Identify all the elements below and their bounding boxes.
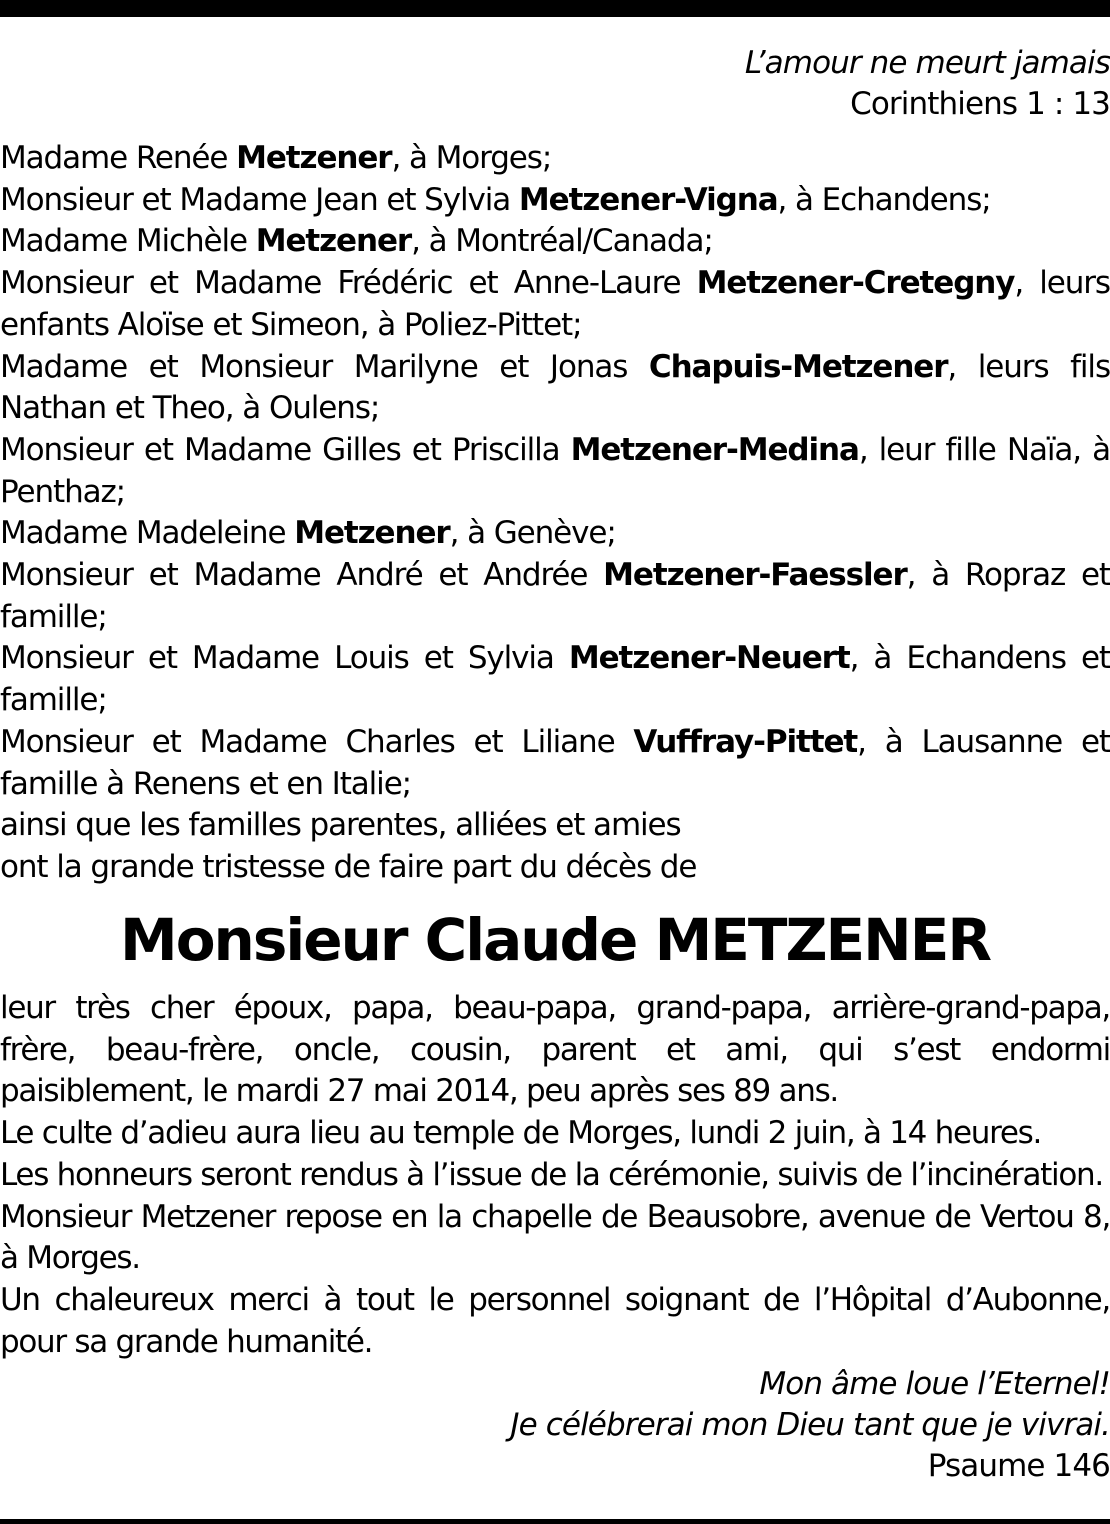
announcement-line: ont la grande tristesse de faire part du décès de [0,848,697,885]
family-entry-suffix: , leur fille Naïa, à Penthaz; [0,431,1110,510]
body-paragraph: Les honneurs seront rendus à l’issue de la cérémonie, suivis de l’incinération. [0,1156,1103,1193]
body-paragraph: Le culte d’adieu aura lieu au temple de Morges, lundi 2 juin, à 14 heures. [0,1115,1042,1152]
family-entry-suffix: , leurs enfants Aloïse et Simeon, à Poliez-Pittet; [0,265,1110,343]
bottom-rule [0,1519,1110,1524]
family-entry [0,347,1110,430]
family-entry [0,221,1110,263]
family-entry-suffix: , leurs fils Nathan et Theo, à Oulens; [0,348,1110,427]
family-entry [0,555,1110,638]
epigraph-reference: Corinthiens 1 : 13 [850,86,1110,122]
family-entry-suffix: , à Lausanne et famille à Renens et en Italie; [0,723,1110,802]
family-surname: Metzener-Vigna [518,181,778,218]
family-entry-suffix: , à Echandens; [777,181,991,218]
family-entry-suffix: , à Ropraz et famille; [0,557,1110,635]
announcement-line: ainsi que les familles parentes, alliées et amies [0,807,681,844]
family-entry-prefix: Monsieur et Madame Charles et Liliane [0,723,634,760]
top-rule [0,0,1110,17]
obituary-body [0,988,1110,1363]
family-surname: Metzener [294,515,450,552]
body-paragraph: Un chaleureux merci à tout le personnel soignant de l’Hôpital d’Aubonne, pour sa grande humanité. [0,1281,1110,1360]
family-entry-suffix: , à Morges; [391,140,552,176]
family-entry [0,138,1110,180]
closing-reference: Psaume 146 [927,1448,1110,1484]
family-surname: Metzener-Faessler [603,557,907,594]
family-surname: Vuffray-Pittet [633,723,858,760]
family-entry-suffix: , à Genève; [449,515,616,552]
family-entry-prefix: Monsieur et Madame Louis et Sylvia [0,640,569,677]
family-entry [0,180,1110,222]
family-entry [0,513,1110,555]
epigraph-quote: L’amour ne meurt jamais [744,45,1110,81]
family-surname: Metzener-Cretegny [696,265,1015,302]
closing-line: Mon âme loue l’Eternel! [759,1366,1110,1402]
deceased-name: Monsieur Claude METZENER [119,906,990,974]
family-entry [0,430,1110,513]
family-entry-prefix: Monsieur et Madame André et Andrée [0,557,604,594]
family-entry-suffix: , à Echandens et famille; [0,640,1110,719]
family-entry [0,722,1110,805]
family-entry-prefix: Monsieur et Madame Gilles et Priscilla [0,431,571,468]
family-entry [0,638,1110,721]
body-paragraph: leur très cher époux, papa, beau-papa, grand-papa, arrière-grand-papa, frère, beau-frère, oncle, cousin, parent et ami, qui s’est endormi paisiblement, le mardi 27 mai 2014, peu après ses 89 ans. [0,990,1110,1110]
family-entry-prefix: Madame Michèle [0,223,256,260]
family-entry [0,263,1110,346]
family-entry-prefix: Monsieur et Madame Frédéric et Anne-Laure [0,265,697,302]
family-surname: Metzener [255,223,412,260]
family-entry-prefix: Monsieur et Madame Jean et Sylvia [0,181,519,218]
family-surname: Metzener-Neuert [568,640,850,677]
family-surname: Chapuis-Metzener [648,348,948,385]
family-surname: Metzener-Medina [570,431,859,468]
epigraph [0,43,1110,125]
family-list [0,138,1110,889]
family-entry-prefix: Madame Renée [0,140,237,176]
closing-verse [0,1364,1110,1487]
closing-line: Je célébrerai mon Dieu tant que je vivrai. [510,1407,1110,1443]
family-entry-suffix: , à Montréal/Canada; [411,223,713,260]
family-entry-prefix: Madame et Monsieur Marilyne et Jonas [0,348,649,385]
family-entry-prefix: Madame Madeleine [0,515,295,552]
family-surname: Metzener [236,140,392,176]
body-paragraph: Monsieur Metzener repose en la chapelle de Beausobre, avenue de Vertou 8, à Morges. [0,1198,1110,1277]
